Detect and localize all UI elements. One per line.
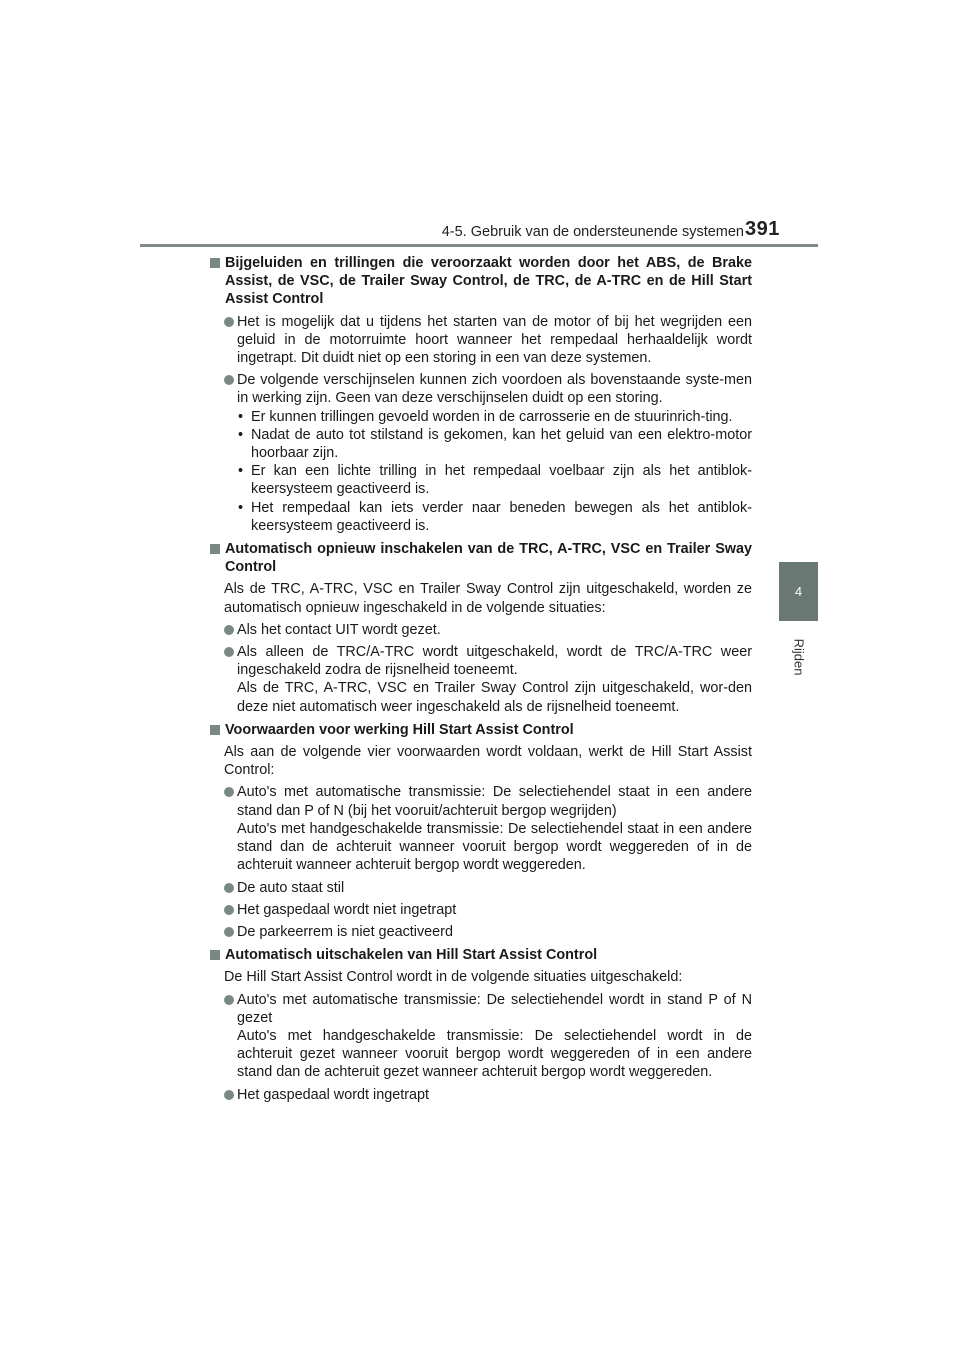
paragraph: De Hill Start Assist Control wordt in de volgende situaties uitgeschakeld: (224, 969, 683, 986)
dot-bullet-icon: • (238, 499, 244, 516)
page-number: 391 (745, 218, 780, 240)
bullet-text: Het gaspedaal wordt niet ingetrapt (237, 901, 457, 918)
bullet-text: Als het contact UIT wordt gezet. (237, 621, 441, 638)
bullet-text: Auto's met automatische transmissie: De selectiehendel staat in een andere stand dan P of N (bij het vooruit/achteruit bergop wegrijden) (237, 784, 752, 819)
bullet-item (210, 923, 752, 941)
square-bullet-icon (210, 544, 220, 554)
section-heading (210, 540, 752, 576)
heading-text: Voorwaarden voor werking Hill Start Assist Control (225, 721, 574, 738)
bullet-text: De volgende verschijnselen kunnen zich voordoen als bovenstaande syste-men in werking zijn. Geen van deze verschijnselen duidt op een storing. (237, 372, 752, 407)
bullet-text: De auto staat stil (237, 879, 345, 896)
square-bullet-icon (210, 950, 220, 960)
chapter-tab: 4 (779, 562, 818, 621)
bullet-text: Als alleen de TRC/A-TRC wordt uitgeschakeld, wordt de TRC/A-TRC weer ingeschakeld zodra de rijsnelheid toeneemt. (237, 644, 752, 679)
section-heading (210, 721, 752, 739)
sub-bullet-item (210, 426, 752, 462)
circle-bullet-icon (224, 1090, 234, 1100)
bullet-item (210, 991, 752, 1082)
bullet-text: Auto's met automatische transmissie: De selectiehendel wordt in stand P of N gezet (237, 991, 752, 1026)
circle-bullet-icon (224, 625, 234, 635)
bullet-item (210, 643, 752, 716)
square-bullet-icon (210, 725, 220, 735)
bullet-item (210, 621, 752, 639)
heading-text: Bijgeluiden en trillingen die veroorzaakt worden door het ABS, de Brake Assist, de VSC, de Trailer Sway Control, de TRC, de A-TRC en de Hill Start Assist Control (225, 255, 752, 308)
sub-bullet-text: Er kunnen trillingen gevoeld worden in de carrosserie en de stuurinrich-ting. (251, 408, 733, 425)
heading-text: Automatisch uitschakelen van Hill Start Assist Control (225, 947, 598, 964)
circle-bullet-icon (224, 317, 234, 327)
circle-bullet-icon (224, 883, 234, 893)
bullet-text: Auto's met handgeschakelde transmissie: De selectiehendel wordt in de achteruit gezet wanneer vooruit bergop wordt weggereden of in een andere stand dan de achteruit gezet wanneer achteruit bergop wordt weggereden. (237, 1027, 752, 1081)
circle-bullet-icon (224, 927, 234, 937)
circle-bullet-icon (224, 787, 234, 797)
bullet-item (210, 783, 752, 874)
page-header (0, 0, 960, 250)
bullet-text: De parkeerrem is niet geactiveerd (237, 923, 453, 940)
bullet-item (210, 879, 752, 897)
bullet-text: Auto's met handgeschakelde transmissie: De selectiehendel staat in een andere stand dan de achteruit wanneer vooruit bergop wordt weggereden of in de achteruit wanneer achteruit bergop wordt weggereden. (237, 820, 752, 874)
sub-bullet-text: Nadat de auto tot stilstand is gekomen, kan het geluid van een elektro-motor hoorbaar zijn. (251, 426, 752, 462)
square-bullet-icon (210, 258, 220, 268)
chapter-tab-label (781, 632, 817, 682)
bullet-item (210, 1086, 752, 1104)
sub-bullet-text: Het rempedaal kan iets verder naar beneden bewegen als het antiblok-keersysteem geactiveerd is. (251, 499, 752, 534)
bullet-item (210, 371, 752, 407)
sub-bullet-item (210, 499, 752, 535)
circle-bullet-icon (224, 995, 234, 1005)
paragraph: Als de TRC, A-TRC, VSC en Trailer Sway Control zijn uitgeschakeld, worden ze automatisch opnieuw ingeschakeld in de volgende situaties: (224, 581, 752, 616)
sub-bullet-text: Er kan een lichte trilling in het rempedaal voelbaar zijn als het antiblok-keersysteem geactiveerd is. (251, 463, 752, 498)
paragraph: Als aan de volgende vier voorwaarden wordt voldaan, werkt de Hill Start Assist Control: (224, 744, 752, 779)
circle-bullet-icon (224, 905, 234, 915)
section-title: 4-5. Gebruik van de ondersteunende systemen (441, 224, 744, 240)
circle-bullet-icon (224, 647, 234, 657)
bullet-text: Het gaspedaal wordt ingetrapt (237, 1086, 429, 1103)
page-content (210, 254, 752, 1104)
dot-bullet-icon: • (238, 426, 244, 443)
heading-text: Automatisch opnieuw inschakelen van de TRC, A-TRC, VSC en Trailer Sway Control (225, 541, 752, 576)
bullet-text: Het is mogelijk dat u tijdens het starten van de motor of bij het wegrijden een geluid in de motorruimte hoort wanneer het rempedaal herhaaldelijk wordt ingetrapt. Dit duidt niet op een storing in een van deze systemen. (237, 313, 752, 367)
dot-bullet-icon: • (238, 408, 244, 425)
dot-bullet-icon: • (238, 463, 244, 480)
sub-bullet-item (210, 462, 752, 498)
bullet-text: Als de TRC, A-TRC, VSC en Trailer Sway Control zijn uitgeschakeld, wor-den deze niet automatisch weer ingeschakeld als de rijsnelheid toeneemt. (237, 680, 752, 715)
chapter-tab-label-text: Rijden (791, 638, 807, 676)
circle-bullet-icon (224, 375, 234, 385)
bullet-item (210, 313, 752, 368)
header-rule (140, 244, 818, 247)
section-heading (210, 254, 752, 309)
bullet-item (210, 901, 752, 919)
sub-bullet-item (210, 408, 752, 426)
section-heading (210, 946, 752, 964)
